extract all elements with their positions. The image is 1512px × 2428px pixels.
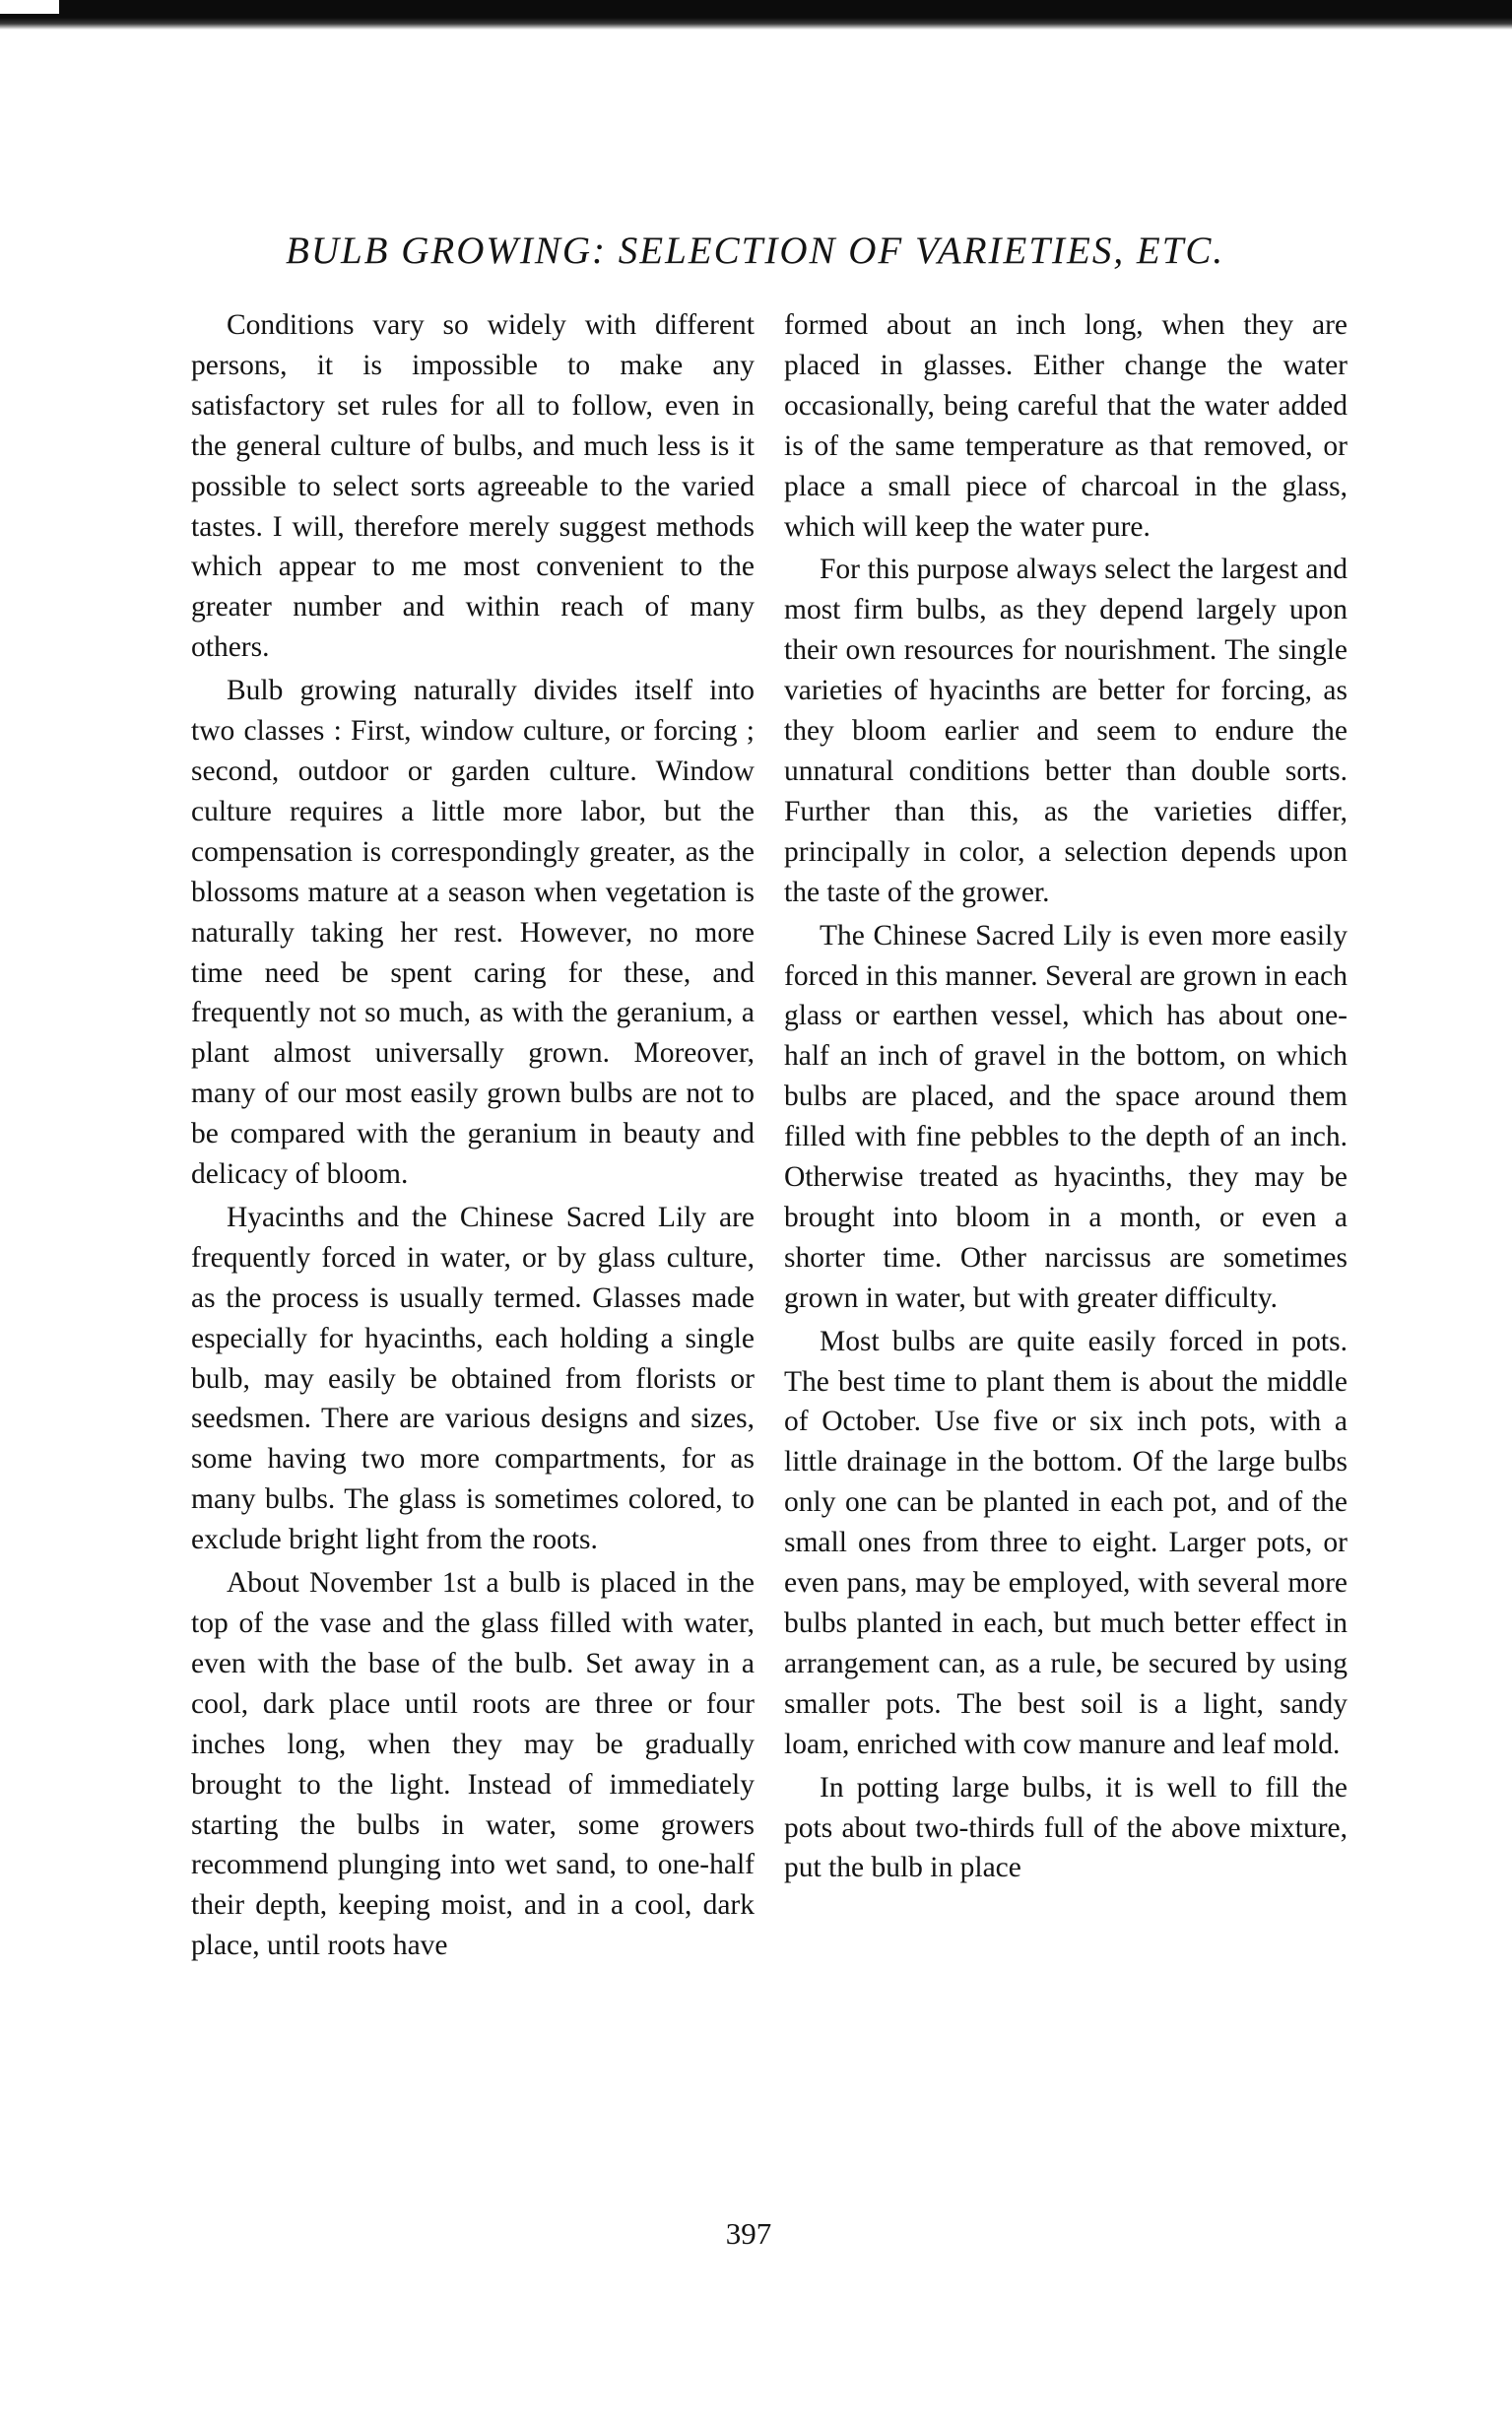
paragraph-continued: formed about an inch long, when they are placed in glasses. Either change the water occasionally, being careful that the water added is of the same temperature as that removed, or place a small piece of charcoal in the glass, which will keep the water pure. [784,309,1348,543]
paragraph: For this purpose always select the largest and most firm bulbs, as they depend largely upon their own resources for nourishment. The single varieties of hyacinths are better for forcing, as they bloom earlier and seem to endure the unnatural conditions better than double sorts. Further than this, as the varieties differ, principally in color, a selection depends upon the taste of the grower. [784,554,1348,908]
paragraph: About November 1st a bulb is placed in the top of the vase and the glass filled with water, even with the base of the bulb. Set away in a cool, dark place until roots are three or four inches long, when they may be gradually brought to the light. Instead of immediately starting the bulbs in water, some growers recommend plunging into wet sand, to one-half their depth, keeping moist, and in a cool, dark place, until roots have [191,1567,755,1962]
running-title: BULB GROWING: SELECTION OF VARIETIES, ETC. [286,230,1225,272]
right-text-column [784,305,1348,1891]
paragraph: Hyacinths and the Chinese Sacred Lily are frequently forced in water, or by glass culture, as the process is usually termed. Glasses made especially for hyacinths, each holding a single bulb, may easily be obtained from florists or seedsmen. There are various designs and sizes, some having two more compartments, for as many bulbs. The glass is sometimes colored, to exclude bright light from the roots. [191,1201,755,1556]
paragraph: In potting large bulbs, it is well to fill the pots about two-thirds full of the above mixture, put the bulb in place [784,1771,1348,1884]
paragraph: Bulb growing naturally divides itself into two classes : First, window culture, or forcing ; second, outdoor or garden culture. Window culture requires a little more labor, but the compensation is correspondingly greater, as the blossoms mature at a season when vegetation is naturally taking her rest. However, no more time need be spent caring for these, and frequently not so much, as with the geranium, a plant almost universally grown. Moreover, many of our most easily grown bulbs are not to be compared with the geranium in beauty and delicacy of bloom. [191,675,755,1191]
paragraph: Most bulbs are quite easily forced in pots. The best time to plant them is about the middle of October. Use five or six inch pots, with a little drainage in the bottom. Of the large bulbs only one can be planted in each pot, and of the small ones from three to eight. Larger pots, or even pans, may be employed, with several more bulbs planted in each, but much better effect in arrangement can, as a rule, be secured by using smaller pots. The best soil is a light, sandy loam, enriched with cow manure and leaf mold. [784,1325,1348,1760]
page-top-rule-gap [0,0,59,14]
page-top-rule [0,0,1512,30]
paragraph: The Chinese Sacred Lily is even more easily forced in this manner. Several are grown in each glass or earthen vessel, which has about one-half an inch of gravel in the bottom, on which bulbs are placed, and the space around them filled with fine pebbles to the depth of an inch. Otherwise treated as hyacinths, they may be brought into bloom in a month, or even a shorter time. Other narcissus are sometimes grown in water, but with greater difficulty. [784,919,1348,1314]
paragraph: Conditions vary so widely with different persons, it is impossible to make any satisfactory set rules for all to follow, even in the general culture of bulbs, and much less is it possible to select sorts agreeable to the varied tastes. I will, therefore merely suggest methods which appear to me most convenient to the greater number and within reach of many others. [191,309,755,664]
page-number: 397 [725,2216,772,2251]
left-text-column [191,305,755,1969]
